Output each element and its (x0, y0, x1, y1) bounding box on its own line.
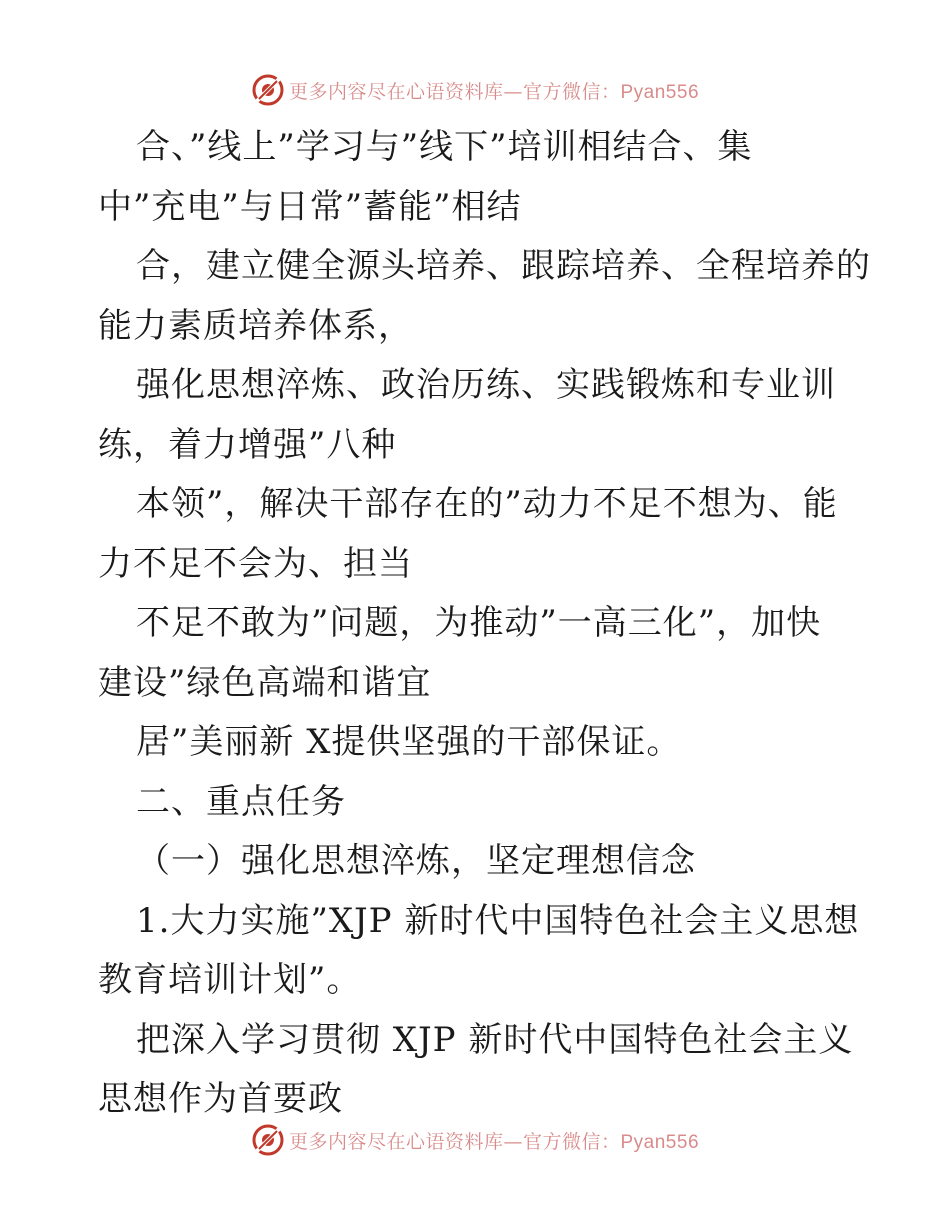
body-line: 合，建立健全源头培养、跟踪培养、全程培养的 (136, 246, 871, 286)
body-line: 强化思想淬炼、政治历练、实践锻炼和专业训 (136, 365, 836, 405)
header-banner-text: 更多内容尽在心语资料库—官方微信：Pyan556 (288, 80, 700, 103)
footer-banner (0, 1120, 950, 1160)
body-line: 能力素质培养体系， (98, 305, 413, 346)
footer-wechat-id: Pyan556 (620, 1131, 700, 1153)
body-line: 力不足不会为、担当 (98, 543, 413, 584)
body-line: 中”充电”与日常”蓄能”相结 (98, 186, 522, 227)
header-wechat-id: Pyan556 (620, 81, 700, 103)
body-line: 思想作为首要政 (98, 1079, 343, 1119)
brand-logo-icon (251, 1123, 285, 1157)
header-banner (0, 70, 950, 110)
brand-logo-icon (251, 73, 285, 107)
body-line: 合、”线上”学习与”线下”培训相结合、集 (136, 127, 753, 167)
body-line: 1.大力实施”XJP 新时代中国特色社会主义思想 (136, 900, 860, 941)
body-line: 练，着力增强”八种 (98, 424, 397, 465)
body-line: 不足不敢为”问题，为推动”一高三化”，加快 (136, 603, 822, 643)
document-body (98, 118, 871, 1130)
body-line: 建设”绿色高端和谐宜 (98, 662, 432, 703)
body-line: 教育培训计划”。 (98, 960, 362, 1000)
section-heading: 二、重点任务 (136, 781, 346, 822)
subsection-heading: （一）强化思想淬炼，坚定理想信念 (136, 841, 696, 881)
body-line: 把深入学习贯彻 XJP 新时代中国特色社会主义 (136, 1019, 854, 1060)
body-line: 本领”，解决干部存在的”动力不足不想为、能 (136, 484, 838, 524)
footer-banner-text: 更多内容尽在心语资料库—官方微信：Pyan556 (288, 1130, 700, 1153)
body-line: 居”美丽新 X提供坚强的干部保证。 (136, 722, 682, 762)
